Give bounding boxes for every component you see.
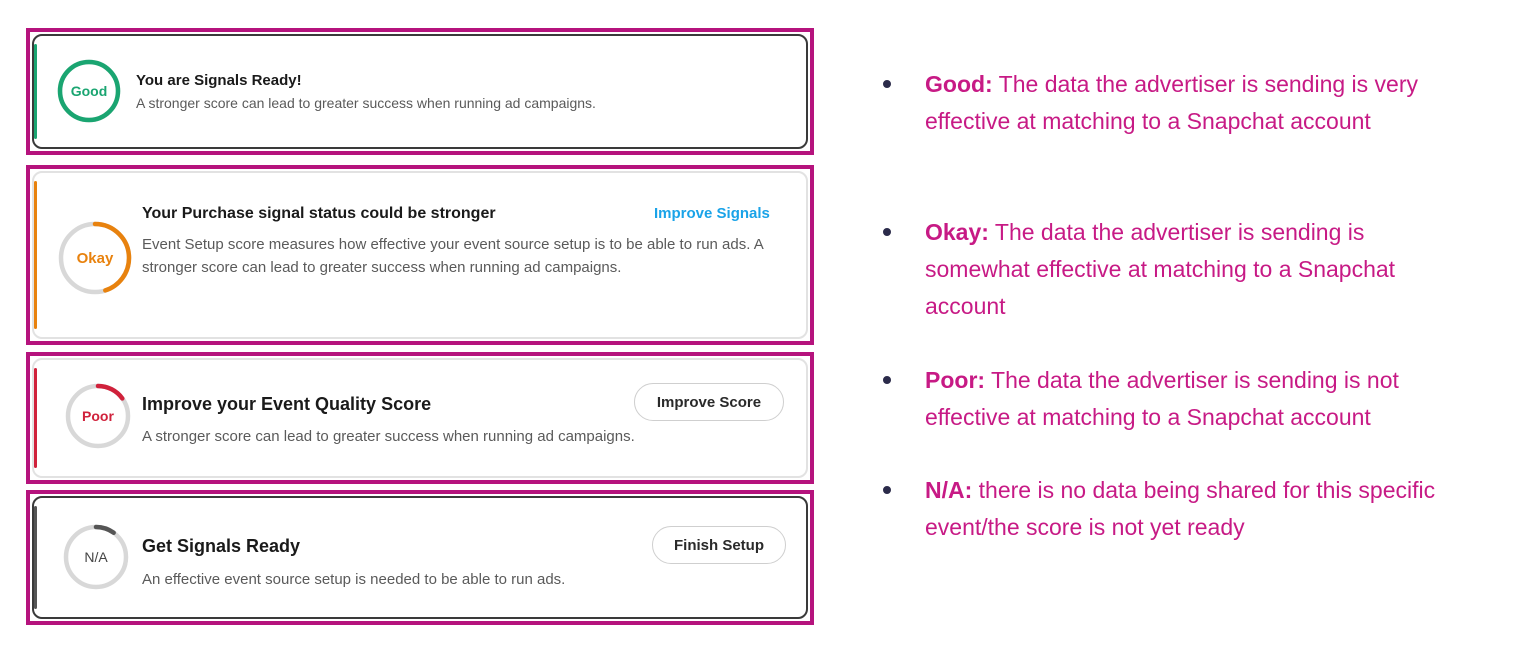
card-title-good: You are Signals Ready!: [136, 72, 302, 89]
legend-term-okay: Okay:: [925, 219, 989, 245]
card-title-okay: Your Purchase signal status could be stronger: [142, 205, 496, 222]
legend-description-na: there is no data being shared for this specific event/the score is not yet ready: [925, 477, 1436, 540]
card-frame-poor: [26, 352, 814, 484]
score-ring-good: [56, 58, 122, 124]
bullet-icon: [883, 486, 891, 494]
bullet-icon: [883, 80, 891, 88]
card-description-na: An effective event source setup is needed to be able to run ads.: [142, 571, 566, 588]
card-title-poor: Improve your Event Quality Score: [142, 394, 432, 414]
card-frame-good: [26, 28, 814, 155]
score-ring-poor: [64, 382, 132, 450]
signal-card-poor: [32, 358, 808, 478]
signal-card-na: [32, 496, 808, 619]
legend-text-okay: [925, 214, 1465, 325]
finish-setup-button[interactable]: Finish Setup: [652, 526, 786, 564]
improve-score-button[interactable]: Improve Score: [634, 383, 784, 421]
card-title-na: Get Signals Ready: [142, 536, 301, 556]
score-label-okay: Okay: [76, 249, 114, 267]
legend-term-poor: Poor:: [925, 367, 986, 393]
status-legend: [883, 66, 1483, 586]
score-label-good: Good: [70, 83, 108, 99]
card-description-okay: Event Setup score measures how effective your event source setup is to be able to run ads. A stronger score can lead to greater success when running ad campaigns.: [142, 236, 763, 276]
card-description-good: A stronger score can lead to greater success when running ad campaigns.: [136, 95, 596, 111]
legend-text-na: [925, 472, 1465, 546]
legend-term-na: N/A:: [925, 477, 973, 503]
legend-description-poor: The data the advertiser is sending is not effective at matching to a Snapchat account: [925, 367, 1399, 430]
improve-signals-link[interactable]: Improve Signals: [654, 205, 770, 222]
signal-card-good: [32, 34, 808, 149]
legend-term-good: Good:: [925, 71, 993, 97]
card-frame-na: [26, 490, 814, 625]
bullet-icon: [883, 376, 891, 384]
score-ring-okay: [57, 220, 133, 296]
signal-card-okay: [32, 171, 808, 339]
score-label-poor: Poor: [82, 408, 114, 424]
card-description-poor: A stronger score can lead to greater success when running ad campaigns.: [142, 428, 635, 445]
legend-text-good: [925, 66, 1465, 140]
legend-text-poor: [925, 362, 1465, 436]
bullet-icon: [883, 228, 891, 236]
card-frame-okay: [26, 165, 814, 345]
legend-description-good: The data the advertiser is sending is very effective at matching to a Snapchat account: [925, 71, 1419, 134]
score-ring-na: [62, 523, 130, 591]
legend-description-okay: The data the advertiser is sending is somewhat effective at matching to a Snapchat account: [925, 219, 1396, 319]
score-label-na: N/A: [84, 549, 108, 565]
